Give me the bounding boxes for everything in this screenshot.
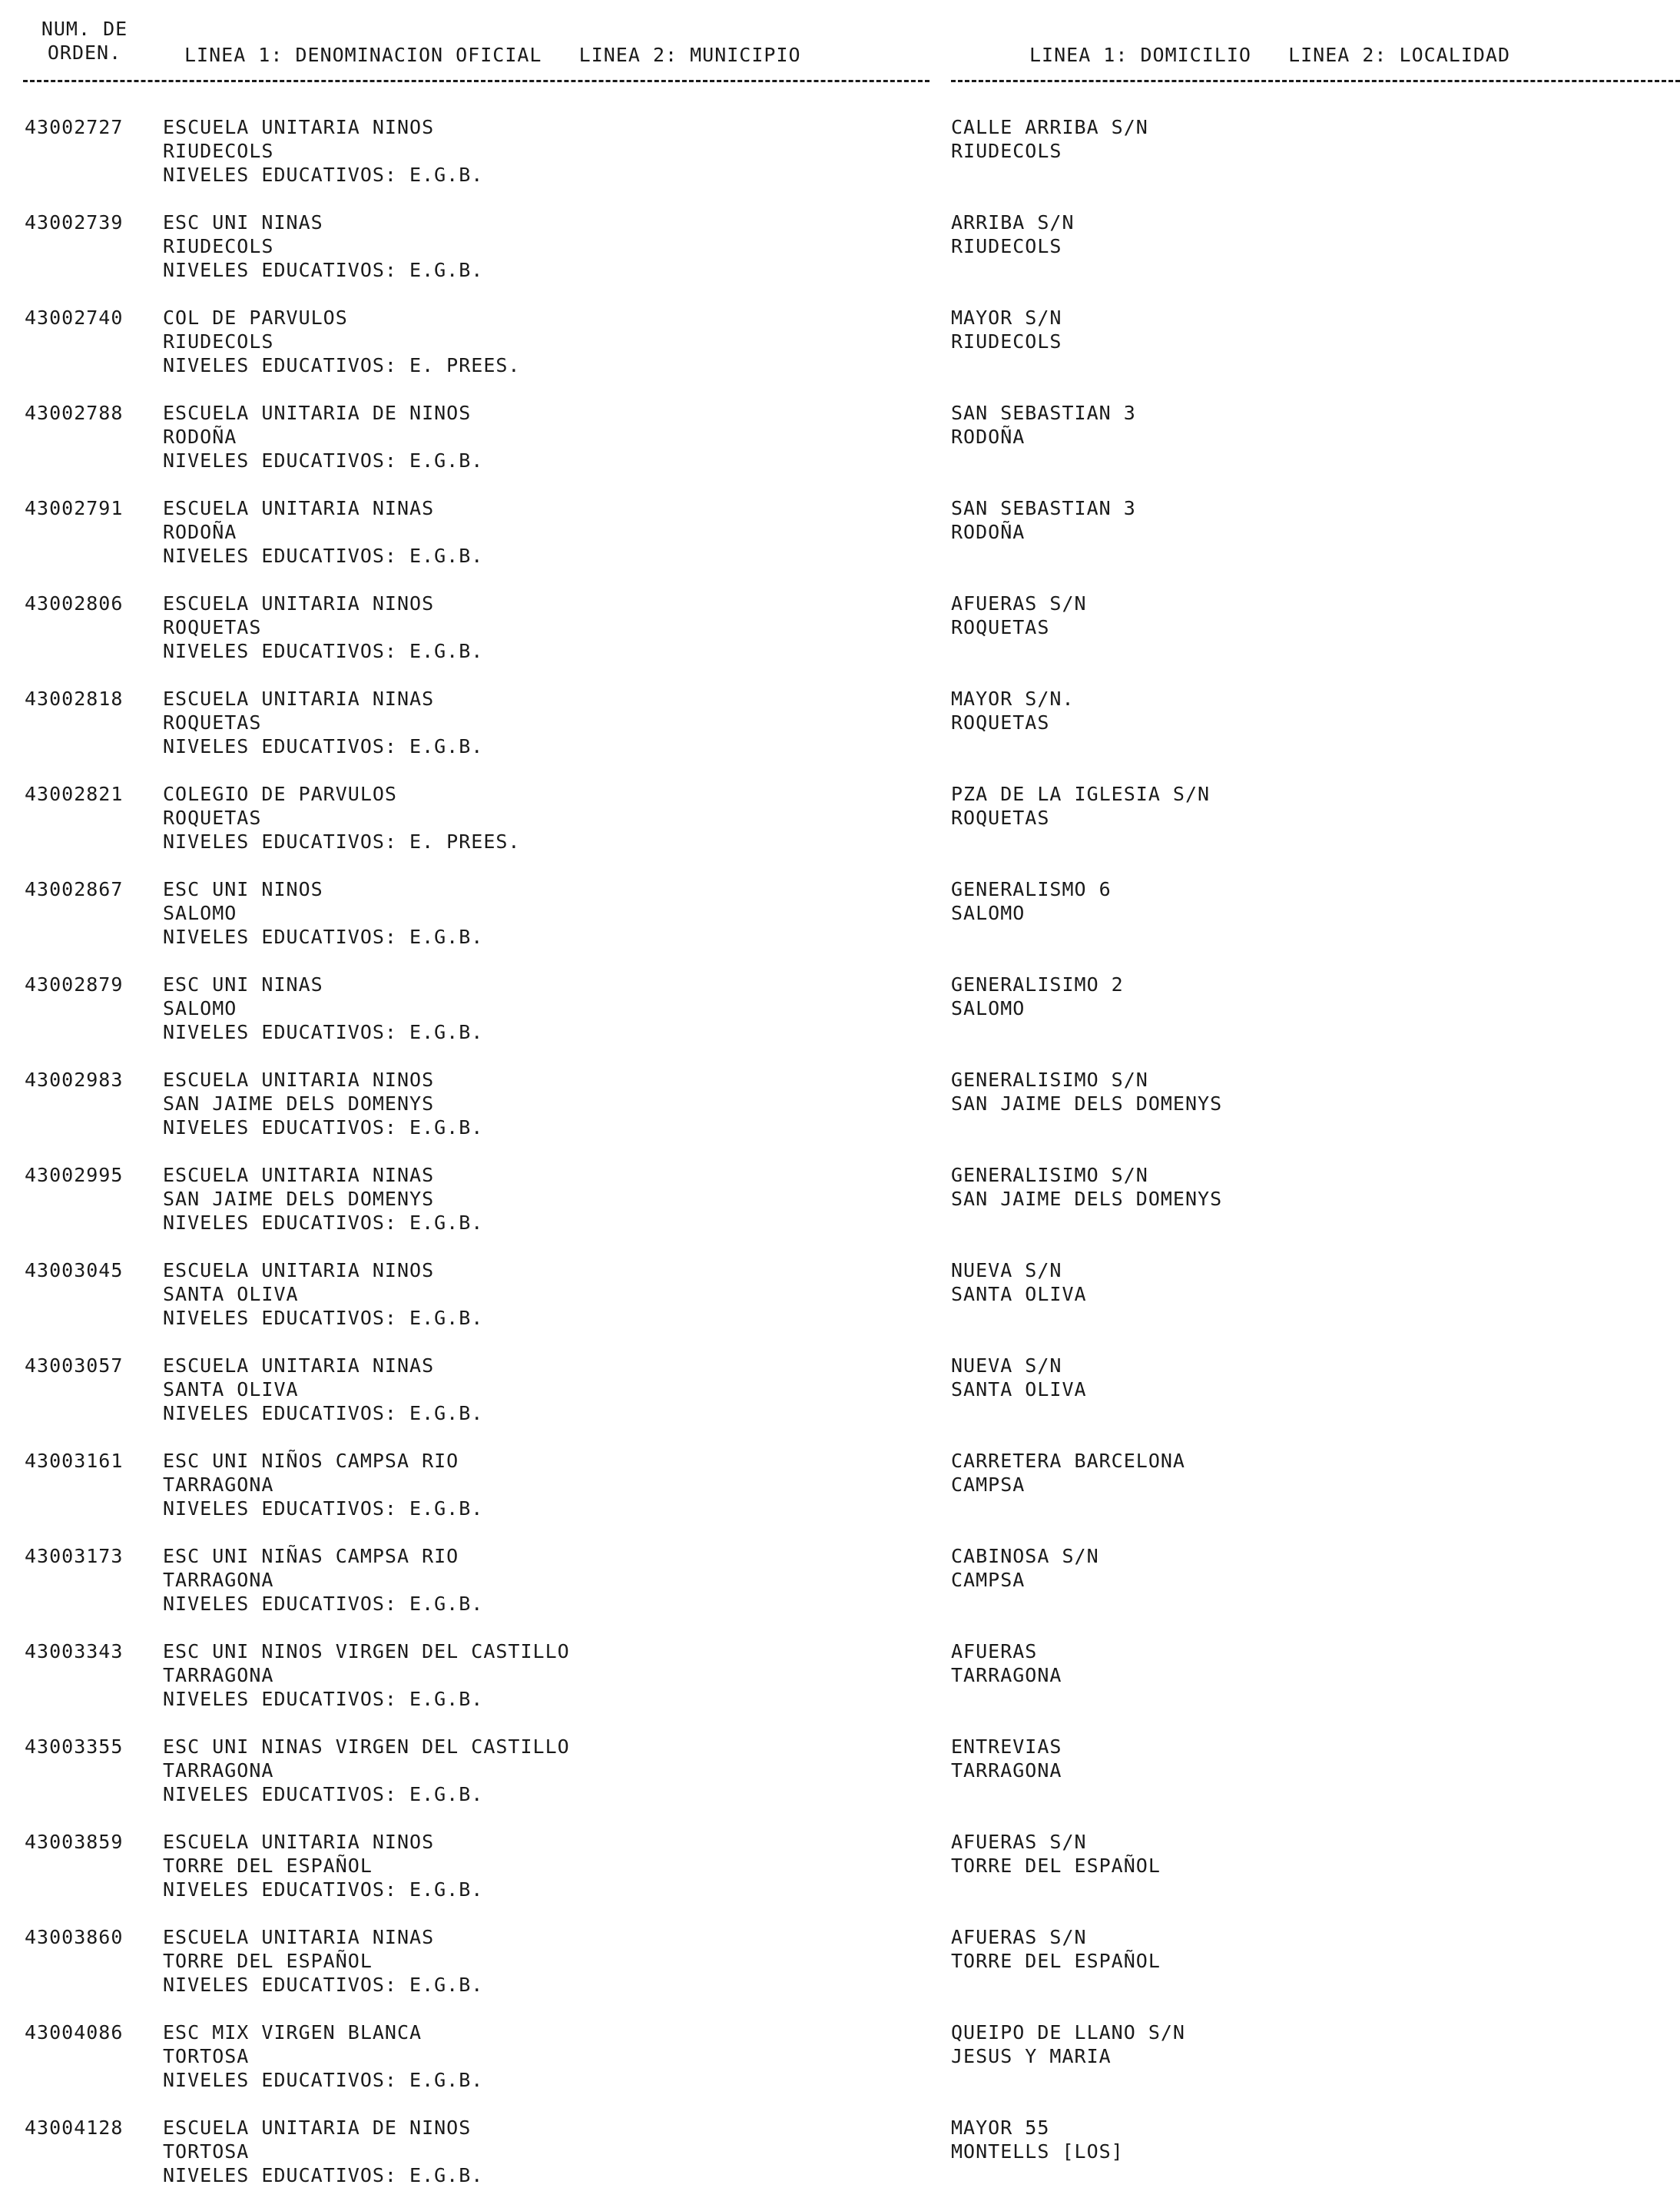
records-list (0, 115, 1680, 2211)
record-main (163, 687, 483, 758)
record-niveles: NIVELES EDUCATIVOS: E.G.B. (163, 1021, 484, 1043)
record-denominacion: ESCUELA UNITARIA NINOS (163, 1259, 435, 1281)
record-entry (0, 782, 1680, 877)
record-address (951, 877, 1112, 925)
record-entry (0, 496, 1680, 592)
record-code: 43002995 (25, 1164, 124, 1186)
header-num-line2: ORDEN. (47, 41, 122, 64)
record-entry (0, 592, 1680, 687)
record-domicilio: CABINOSA S/N (951, 1545, 1099, 1567)
record-main (163, 592, 483, 663)
record-entry (0, 1735, 1680, 1830)
record-niveles: NIVELES EDUCATIVOS: E.G.B. (163, 1497, 484, 1520)
header-num-orden (23, 17, 146, 65)
record-municipio: SAN JAIME DELS DOMENYS (163, 1188, 435, 1210)
record-entry (0, 210, 1680, 306)
record-denominacion: ESCUELA UNITARIA NINAS (163, 1926, 435, 1948)
record-address (951, 2020, 1185, 2068)
record-niveles: NIVELES EDUCATIVOS: E.G.B. (163, 1593, 484, 1615)
record-niveles: NIVELES EDUCATIVOS: E.G.B. (163, 1402, 484, 1424)
record-denominacion: ESC UNI NIÑAS CAMPSA RIO (163, 1545, 459, 1567)
record-address (951, 1068, 1222, 1115)
record-address (951, 1925, 1161, 1973)
record-denominacion: ESCUELA UNITARIA NINAS (163, 497, 435, 519)
record-address (951, 401, 1136, 449)
record-domicilio: MAYOR S/N. (951, 688, 1075, 710)
record-main (163, 306, 521, 377)
record-code: 43003045 (25, 1259, 124, 1281)
record-address (951, 1639, 1062, 1687)
record-code: 43002788 (25, 402, 124, 424)
record-domicilio: SAN SEBASTIAN 3 (951, 402, 1136, 424)
record-main (163, 877, 483, 949)
record-code: 43002806 (25, 592, 124, 615)
record-niveles: NIVELES EDUCATIVOS: E.G.B. (163, 1783, 484, 1805)
record-municipio: SANTA OLIVA (163, 1378, 299, 1401)
record-main (163, 401, 483, 472)
record-entry (0, 401, 1680, 496)
record-address (951, 496, 1136, 544)
record-niveles: NIVELES EDUCATIVOS: E.G.B. (163, 1212, 484, 1234)
record-domicilio: NUEVA S/N (951, 1259, 1062, 1281)
record-code: 43003057 (25, 1354, 124, 1377)
record-domicilio: GENERALISIMO 2 (951, 973, 1124, 996)
record-localidad: ROQUETAS (951, 711, 1050, 734)
record-municipio: RODOÑA (163, 426, 237, 448)
record-denominacion: ESC UNI NINOS VIRGEN DEL CASTILLO (163, 1640, 570, 1662)
record-entry (0, 2020, 1680, 2116)
record-municipio: TARRAGONA (163, 1759, 274, 1782)
record-code: 43003859 (25, 1831, 124, 1853)
record-denominacion: ESC MIX VIRGEN BLANCA (163, 2021, 422, 2044)
record-domicilio: AFUERAS S/N (951, 1926, 1087, 1948)
record-address (951, 1830, 1161, 1878)
record-code: 43002821 (25, 783, 124, 805)
record-entry (0, 1258, 1680, 1354)
record-niveles: NIVELES EDUCATIVOS: E. PREES. (163, 830, 521, 853)
record-address (951, 210, 1075, 258)
record-municipio: RIUDECOLS (163, 330, 274, 353)
record-address (951, 1258, 1087, 1306)
record-main (163, 973, 483, 1044)
record-address (951, 592, 1087, 639)
record-municipio: SAN JAIME DELS DOMENYS (163, 1092, 435, 1115)
record-main (163, 210, 483, 282)
record-code: 43002879 (25, 973, 124, 996)
record-denominacion: ESC UNI NINOS (163, 878, 323, 900)
record-denominacion: ESCUELA UNITARIA DE NINOS (163, 2117, 472, 2139)
record-niveles: NIVELES EDUCATIVOS: E.G.B. (163, 2164, 484, 2186)
record-localidad: SANTA OLIVA (951, 1283, 1087, 1305)
record-municipio: RODOÑA (163, 521, 237, 543)
header-rule-left (23, 80, 929, 82)
record-domicilio: AFUERAS (951, 1640, 1038, 1662)
record-niveles: NIVELES EDUCATIVOS: E.G.B. (163, 640, 484, 662)
record-entry (0, 1068, 1680, 1163)
record-domicilio: CALLE ARRIBA S/N (951, 116, 1148, 138)
record-code: 43002791 (25, 497, 124, 519)
record-code: 43002983 (25, 1069, 124, 1091)
header-domicilio-localidad: LINEA 1: DOMICILIO LINEA 2: LOCALIDAD (1029, 44, 1510, 66)
record-domicilio: GENERALISMO 6 (951, 878, 1112, 900)
record-municipio: RIUDECOLS (163, 140, 274, 162)
record-entry (0, 1925, 1680, 2020)
record-localidad: TARRAGONA (951, 1664, 1062, 1686)
record-address (951, 1354, 1087, 1401)
record-address (951, 115, 1148, 163)
record-municipio: RIUDECOLS (163, 235, 274, 257)
record-entry (0, 1830, 1680, 1925)
record-municipio: TORRE DEL ESPAÑOL (163, 1855, 373, 1877)
header-denominacion-municipio: LINEA 1: DENOMINACION OFICIAL LINEA 2: MUNICIPIO (184, 44, 801, 66)
record-niveles: NIVELES EDUCATIVOS: E.G.B. (163, 164, 484, 186)
record-municipio: ROQUETAS (163, 616, 262, 638)
record-main (163, 1449, 483, 1520)
record-municipio: TARRAGONA (163, 1473, 274, 1496)
record-code: 43004086 (25, 2021, 124, 2044)
record-main (163, 2020, 483, 2092)
record-localidad: CAMPSA (951, 1569, 1026, 1591)
record-address (951, 1544, 1099, 1592)
record-entry (0, 1449, 1680, 1544)
record-localidad: RODOÑA (951, 426, 1026, 448)
record-domicilio: AFUERAS S/N (951, 592, 1087, 615)
record-domicilio: QUEIPO DE LLANO S/N (951, 2021, 1185, 2044)
record-code: 43002739 (25, 211, 124, 234)
record-niveles: NIVELES EDUCATIVOS: E.G.B. (163, 1878, 484, 1901)
record-main (163, 115, 483, 187)
record-niveles: NIVELES EDUCATIVOS: E.G.B. (163, 735, 484, 757)
record-domicilio: AFUERAS S/N (951, 1831, 1087, 1853)
header-rule-right (951, 80, 1680, 82)
record-address (951, 782, 1210, 830)
record-localidad: RODOÑA (951, 521, 1026, 543)
record-niveles: NIVELES EDUCATIVOS: E.G.B. (163, 1974, 484, 1996)
record-niveles: NIVELES EDUCATIVOS: E.G.B. (163, 926, 484, 948)
record-domicilio: GENERALISIMO S/N (951, 1069, 1148, 1091)
record-entry (0, 877, 1680, 973)
record-entry (0, 1163, 1680, 1258)
record-address (951, 1449, 1185, 1497)
record-niveles: NIVELES EDUCATIVOS: E.G.B. (163, 1116, 484, 1139)
record-niveles: NIVELES EDUCATIVOS: E.G.B. (163, 259, 484, 281)
record-main (163, 1163, 483, 1235)
record-niveles: NIVELES EDUCATIVOS: E. PREES. (163, 354, 521, 376)
record-code: 43003355 (25, 1735, 124, 1758)
record-localidad: RIUDECOLS (951, 140, 1062, 162)
record-denominacion: ESCUELA UNITARIA NINAS (163, 1354, 435, 1377)
record-code: 43002867 (25, 878, 124, 900)
record-localidad: SALOMO (951, 902, 1026, 924)
record-denominacion: ESCUELA UNITARIA NINOS (163, 116, 435, 138)
record-domicilio: NUEVA S/N (951, 1354, 1062, 1377)
record-code: 43003343 (25, 1640, 124, 1662)
record-denominacion: COL DE PARVULOS (163, 307, 348, 329)
record-denominacion: COLEGIO DE PARVULOS (163, 783, 397, 805)
record-domicilio: GENERALISIMO S/N (951, 1164, 1148, 1186)
record-localidad: CAMPSA (951, 1473, 1026, 1496)
record-municipio: ROQUETAS (163, 711, 262, 734)
record-domicilio: CARRETERA BARCELONA (951, 1450, 1185, 1472)
record-localidad: TARRAGONA (951, 1759, 1062, 1782)
record-entry (0, 1544, 1680, 1639)
record-localidad: ROQUETAS (951, 616, 1050, 638)
record-municipio: SALOMO (163, 902, 237, 924)
record-domicilio: PZA DE LA IGLESIA S/N (951, 783, 1211, 805)
record-main (163, 1830, 483, 1901)
record-municipio: TORTOSA (163, 2140, 250, 2163)
record-denominacion: ESCUELA UNITARIA NINAS (163, 688, 435, 710)
record-domicilio: SAN SEBASTIAN 3 (951, 497, 1136, 519)
record-localidad: SALOMO (951, 997, 1026, 1019)
record-main (163, 1925, 483, 1997)
record-main (163, 1544, 483, 1616)
record-niveles: NIVELES EDUCATIVOS: E.G.B. (163, 1688, 484, 1710)
record-denominacion: ESCUELA UNITARIA DE NINOS (163, 402, 472, 424)
record-denominacion: ESC UNI NINAS (163, 211, 323, 234)
record-code: 43002818 (25, 688, 124, 710)
record-denominacion: ESC UNI NINAS (163, 973, 323, 996)
record-localidad: RIUDECOLS (951, 235, 1062, 257)
record-main (163, 1735, 570, 1806)
record-address (951, 306, 1062, 353)
record-localidad: SAN JAIME DELS DOMENYS (951, 1188, 1223, 1210)
record-niveles: NIVELES EDUCATIVOS: E.G.B. (163, 449, 484, 472)
record-denominacion: ESC UNI NINAS VIRGEN DEL CASTILLO (163, 1735, 570, 1758)
record-main (163, 782, 521, 854)
record-denominacion: ESC UNI NIÑOS CAMPSA RIO (163, 1450, 459, 1472)
record-localidad: TORRE DEL ESPAÑOL (951, 1950, 1161, 1972)
record-municipio: SALOMO (163, 997, 237, 1019)
record-municipio: TARRAGONA (163, 1569, 274, 1591)
record-code: 43003161 (25, 1450, 124, 1472)
record-niveles: NIVELES EDUCATIVOS: E.G.B. (163, 1307, 484, 1329)
record-localidad: JESUS Y MARIA (951, 2045, 1112, 2067)
record-localidad: RIUDECOLS (951, 330, 1062, 353)
record-municipio: ROQUETAS (163, 807, 262, 829)
record-entry (0, 1354, 1680, 1449)
record-entry (0, 687, 1680, 782)
record-localidad: SAN JAIME DELS DOMENYS (951, 1092, 1223, 1115)
record-address (951, 1735, 1062, 1782)
record-address (951, 1163, 1222, 1211)
record-main (163, 1639, 570, 1711)
record-denominacion: ESCUELA UNITARIA NINOS (163, 592, 435, 615)
record-entry (0, 115, 1680, 210)
record-main (163, 1068, 483, 1139)
record-main (163, 2116, 483, 2187)
record-code: 43002740 (25, 307, 124, 329)
record-main (163, 496, 483, 568)
record-domicilio: ENTREVIAS (951, 1735, 1062, 1758)
record-code: 43003860 (25, 1926, 124, 1948)
record-entry (0, 973, 1680, 1068)
record-niveles: NIVELES EDUCATIVOS: E.G.B. (163, 2069, 484, 2091)
record-address (951, 2116, 1124, 2163)
record-localidad: ROQUETAS (951, 807, 1050, 829)
record-municipio: TORRE DEL ESPAÑOL (163, 1950, 373, 1972)
record-denominacion: ESCUELA UNITARIA NINOS (163, 1831, 435, 1853)
record-domicilio: ARRIBA S/N (951, 211, 1075, 234)
record-localidad: MONTELLS [LOS] (951, 2140, 1124, 2163)
record-municipio: TORTOSA (163, 2045, 250, 2067)
record-address (951, 687, 1075, 734)
record-code: 43003173 (25, 1545, 124, 1567)
record-code: 43004128 (25, 2117, 124, 2139)
record-entry (0, 1639, 1680, 1735)
record-entry (0, 306, 1680, 401)
record-denominacion: ESCUELA UNITARIA NINAS (163, 1164, 435, 1186)
record-denominacion: ESCUELA UNITARIA NINOS (163, 1069, 435, 1091)
record-niveles: NIVELES EDUCATIVOS: E.G.B. (163, 545, 484, 567)
header-num-line1: NUM. DE (41, 18, 128, 40)
record-municipio: TARRAGONA (163, 1664, 274, 1686)
record-domicilio: MAYOR 55 (951, 2117, 1050, 2139)
record-code: 43002727 (25, 116, 124, 138)
record-address (951, 973, 1124, 1020)
record-municipio: SANTA OLIVA (163, 1283, 299, 1305)
record-localidad: SANTA OLIVA (951, 1378, 1087, 1401)
record-domicilio: MAYOR S/N (951, 307, 1062, 329)
record-main (163, 1258, 483, 1330)
record-entry (0, 2116, 1680, 2211)
record-main (163, 1354, 483, 1425)
record-localidad: TORRE DEL ESPAÑOL (951, 1855, 1161, 1877)
